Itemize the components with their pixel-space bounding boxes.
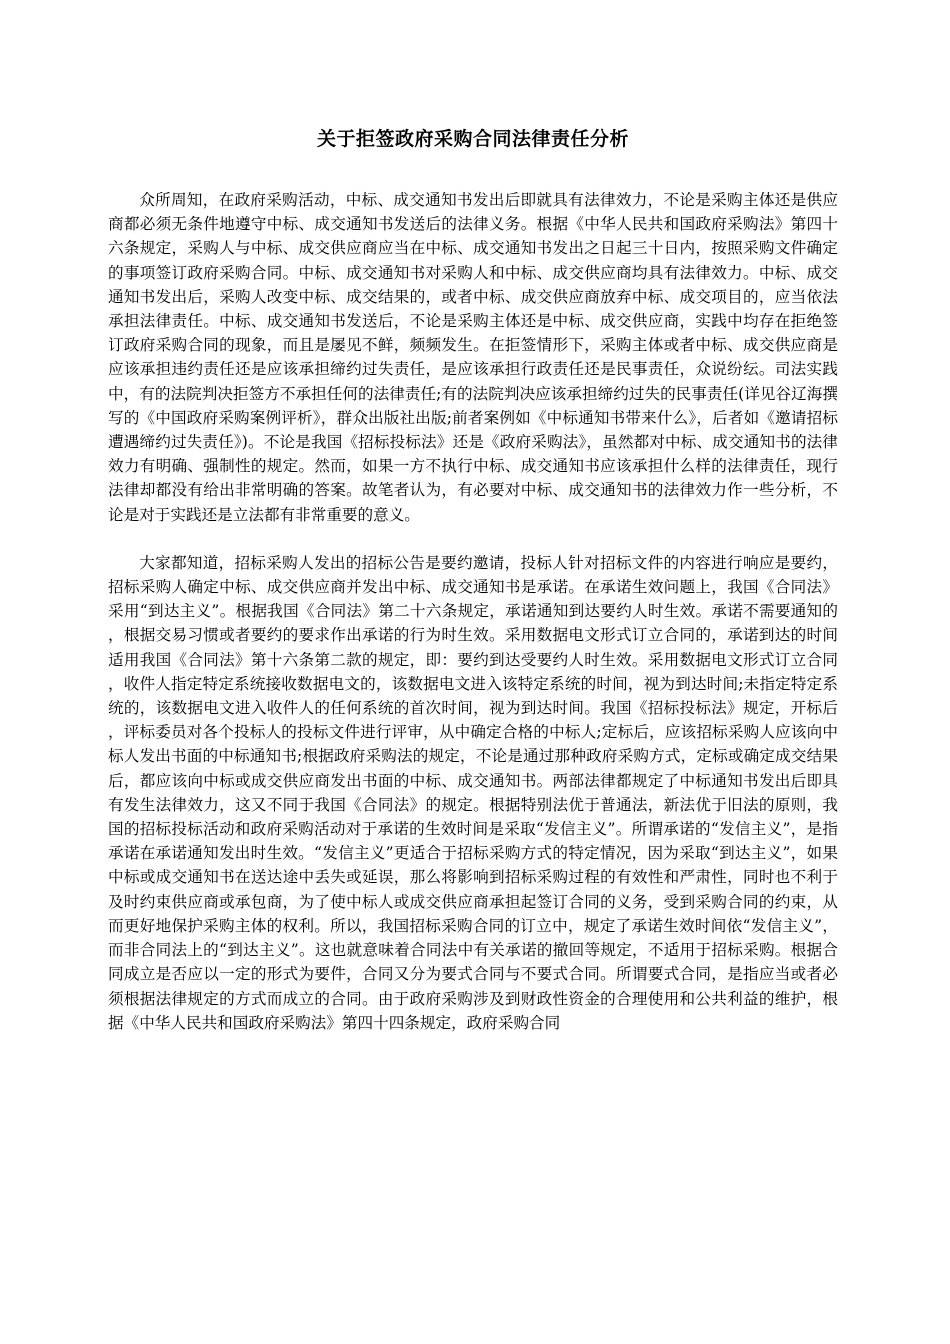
document-title: 关于拒签政府采购合同法律责任分析 (316, 128, 629, 150)
body-paragraph-1: 众所周知，在政府采购活动，中标、成交通知书发出后即就具有法律效力，不论是采购主体还是供应商都必须无条件地遵守中标、成交通知书发送后的法律义务。根据《中华人民共和国政府采购法》第四十六条规定，采购人与中标、成交供应商应当在中标、成交通知书发出之日起三十日内，按照采购文件确定的事项签订政府采购合同。中标、成交通知书对采购人和中标、成交供应商均具有法律效力。中标、成交通知书发出后，采购人改变中标、成交结果的，或者中标、成交供应商放弃中标、成交项目的，应当依法承担法律责任。中标、成交通知书发送后，不论是采购主体还是中标、成交供应商，实践中均存在拒绝签订政府采购合同的现象，而且是屡见不鲜，频频发生。在拒签情形下，采购主体或者中标、成交供应商是应该承担违约责任还是应该承担缔约过失责任，是应该承担行政责任还是民事责任，众说纷纭。司法实践中，有的法院判决拒签方不承担任何的法律责任;有的法院判决应该承担缔约过失的民事责任(详见谷辽海撰写的《中国政府采购案例评析》，群众出版社出版;前者案例如《中标通知书带来什么》，后者如《邀请招标遭遇缔约过失责任》)。不论是我国《招标投标法》还是《政府采购法》，虽然都对中标、成交通知书的法律效力有明确、强制性的规定。然而，如果一方不执行中标、成交通知书应该承担什么样的法律责任，现行法律却都没有给出非常明确的答案。故笔者认为，有必要对中标、成交通知书的法律效力作一些分析，不论是对于实践还是立法都有非常重要的意义。 (108, 191, 838, 524)
body-paragraph-2: 大家都知道，招标采购人发出的招标公告是要约邀请，投标人针对招标文件的内容进行响应是要约，招标采购人确定中标、成交供应商并发出中标、成交通知书是承诺。在承诺生效问题上，我国《合同法》采用“到达主义”。根据我国《合同法》第二十六条规定，承诺通知到达要约人时生效。承诺不需要通知的，根据交易习惯或者要约的要求作出承诺的行为时生效。采用数据电文形式订立合同的，承诺到达的时间适用我国《合同法》第十六条第二款的规定，即：要约到达受要约人时生效。采用数据电文形式订立合同，收件人指定特定系统接收数据电文的，该数据电文进入该特定系统的时间，视为到达时间;未指定特定系统的，该数据电文进入收件人的任何系统的首次时间，视为到达时间。我国《招标投标法》规定，开标后，评标委员对各个投标人的投标文件进行评审，从中确定合格的中标人;定标后，应该招标采购人应该向中标人发出书面的中标通知书;根据政府采购法的规定，不论是通过那种政府采购方式，定标或确定成交结果后，都应该向中标或成交供应商发出书面的中标、成交通知书。两部法律都规定了中标通知书发出后即具有发生法律效力，这又不同于我国《合同法》的规定。根据特别法优于普通法，新法优于旧法的原则，我国的招标投标活动和政府采购活动对于承诺的生效时间是采取“发信主义”。所谓承诺的“发信主义”，是指承诺在承诺通知发出时生效。“发信主义”更适合于招标采购方式的特定情况，因为采取“到达主义”，如果中标或成交通知书在送达途中丢失或延误，那么将影响到招标采购过程的有效性和严肃性，同时也不利于及时约束供应商或承包商，为了使中标人或成交供应商承担起签订合同的义务，受到采购合同的约束，从而更好地保护采购主体的权利。所以，我国招标采购合同的订立中，规定了承诺生效时间依“发信主义”，而非合同法上的“到达主义”。这也就意味着合同法中有关承诺的撤回等规定，不适用于招标采购。根据合同成立是否应以一定的形式为要件，合同又分为要式合同与不要式合同。所谓要式合同，是指应当或者必须根据法律规定的方式而成立的合同。由于政府采购涉及到财政性资金的合理使用和公共利益的维护，根据《中华人民共和国政府采购法》第四十四条规定，政府采购合同 (108, 553, 838, 1032)
